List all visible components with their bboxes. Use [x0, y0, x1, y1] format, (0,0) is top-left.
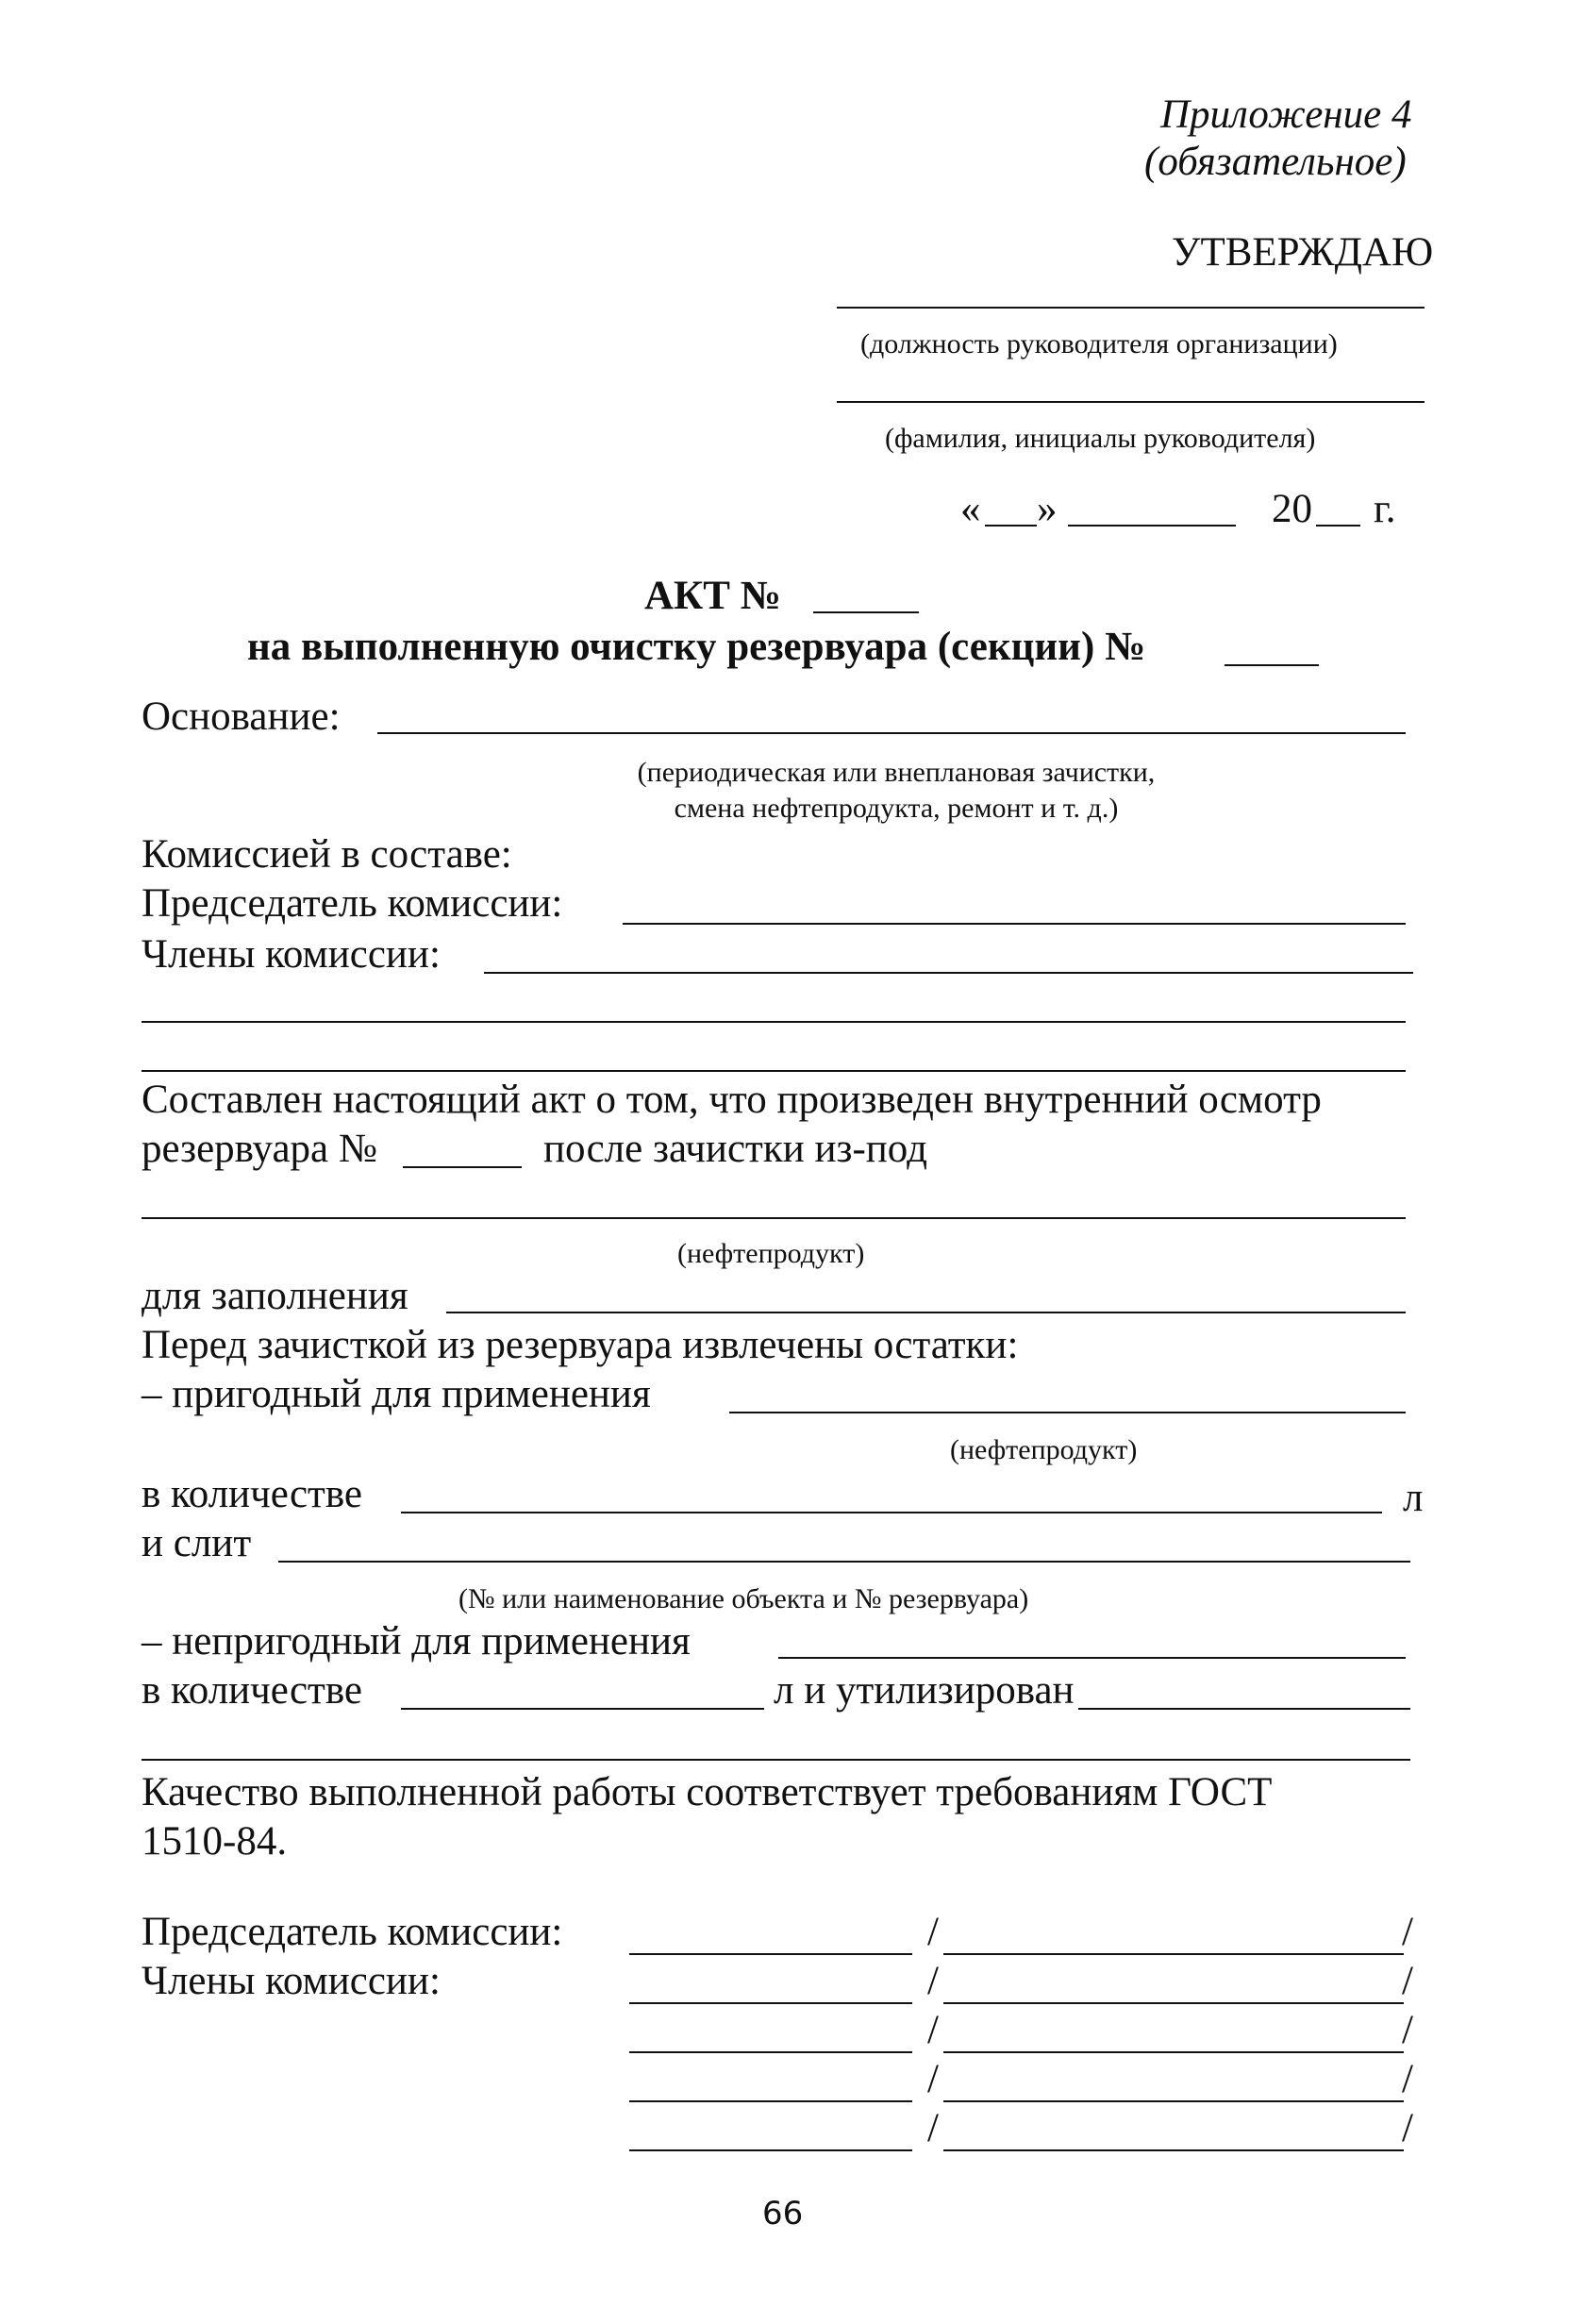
members-line-3[interactable] [142, 1070, 1406, 1072]
members-line-2[interactable] [142, 1021, 1406, 1023]
date-open-quote: « [960, 487, 981, 531]
chairman-line[interactable] [623, 923, 1406, 925]
basis-caption-2: смена нефтепродукта, ремонт и т. д.) [674, 793, 1119, 824]
date-close-quote: » [1037, 487, 1058, 531]
unusable-line[interactable] [778, 1657, 1406, 1659]
sign-chairman-label: Председатель комиссии: [142, 1910, 563, 1954]
slash: / [927, 2008, 939, 2052]
section-number-line[interactable] [1225, 664, 1319, 666]
utilized-line[interactable] [1078, 1708, 1410, 1710]
tank-number-label: резервуара № [142, 1127, 377, 1171]
statement-line-1: Составлен настоящий акт о том, что произведен внутренний осмотр [142, 1078, 1322, 1122]
quantity-2-line[interactable] [401, 1708, 764, 1710]
appendix-label: Приложение 4 [1160, 92, 1412, 137]
quantity-line[interactable] [401, 1512, 1382, 1513]
slash: / [1402, 2057, 1413, 2101]
for-filling-line[interactable] [446, 1312, 1406, 1313]
commission-label: Комиссией в составе: [142, 832, 512, 877]
date-month-line[interactable] [1068, 525, 1236, 527]
litre-unit: л [1403, 1476, 1424, 1520]
chairman-label: Председатель комиссии: [142, 881, 563, 926]
name-caption: (фамилия, инициалы руководителя) [885, 423, 1316, 454]
signature-line[interactable] [629, 2149, 912, 2151]
act-subtitle: на выполненную очистку резервуара (секции) № [247, 625, 1146, 669]
quantity-2-label: в количестве [142, 1668, 362, 1713]
members-label: Члены комиссии: [142, 932, 441, 977]
slash: / [927, 2106, 939, 2150]
slash: / [927, 1959, 939, 2003]
slash: / [1402, 2008, 1413, 2052]
usable-line[interactable] [729, 1412, 1406, 1413]
product-line[interactable] [142, 1217, 1406, 1219]
name-line[interactable] [943, 2002, 1404, 2004]
act-number-line[interactable] [813, 611, 919, 613]
signature-line[interactable] [629, 2100, 912, 2102]
product-caption: (нефтепродукт) [677, 1238, 865, 1269]
slash: / [927, 1910, 939, 1954]
drained-label: и слит [142, 1521, 252, 1565]
position-line[interactable] [837, 307, 1425, 309]
litre-utilized-label: л и утилизирован [774, 1668, 1075, 1713]
date-year-prefix: 20 [1272, 487, 1312, 531]
act-title: АКТ № [644, 574, 781, 618]
quality-line-2: 1510-84. [142, 1819, 288, 1864]
slash: / [927, 2057, 939, 2101]
position-caption: (должность руководителя организации) [860, 328, 1338, 359]
before-cleaning-label: Перед зачисткой из резервуара извлечены остатки: [142, 1323, 1019, 1367]
basis-label: Основание: [142, 694, 341, 739]
members-line-1[interactable] [484, 972, 1413, 974]
mandatory-label: (обязательное) [1144, 140, 1407, 184]
quality-line-1: Качество выполненной работы соответствует требованиям ГОСТ [142, 1770, 1273, 1814]
sign-members-label: Члены комиссии: [142, 1959, 441, 2003]
name-line[interactable] [943, 2100, 1404, 2102]
approve-label: УТВЕРЖДАЮ [1172, 230, 1434, 275]
utilized-line-2[interactable] [142, 1759, 1410, 1761]
slash: / [1402, 1910, 1413, 1954]
name-line[interactable] [837, 401, 1425, 403]
usable-label: – пригодный для применения [142, 1372, 651, 1416]
date-year-suffix: г. [1374, 487, 1396, 531]
slash: / [1402, 1959, 1413, 2003]
date-day-line[interactable] [985, 525, 1037, 527]
page-number: 66 [762, 2195, 804, 2232]
signature-line[interactable] [629, 2002, 912, 2004]
basis-line[interactable] [377, 732, 1406, 734]
name-line[interactable] [943, 2149, 1404, 2151]
basis-caption-1: (периодическая или внеплановая зачистки, [637, 757, 1156, 788]
signature-line[interactable] [629, 2051, 912, 2053]
usable-product-caption: (нефтепродукт) [950, 1434, 1138, 1465]
unusable-label: – непригодный для применения [142, 1619, 691, 1664]
signature-line[interactable] [629, 1953, 912, 1955]
after-cleaning-label: после зачистки из-под [543, 1127, 927, 1171]
name-line[interactable] [943, 1953, 1404, 1955]
date-year-line[interactable] [1316, 525, 1360, 527]
name-line[interactable] [943, 2051, 1404, 2053]
object-caption: (№ или наименование объекта и № резервуара) [458, 1583, 1029, 1614]
for-filling-label: для заполнения [142, 1274, 408, 1318]
drained-line[interactable] [278, 1561, 1410, 1563]
slash: / [1402, 2106, 1413, 2150]
quantity-label: в количестве [142, 1472, 362, 1516]
tank-number-line[interactable] [403, 1166, 522, 1168]
